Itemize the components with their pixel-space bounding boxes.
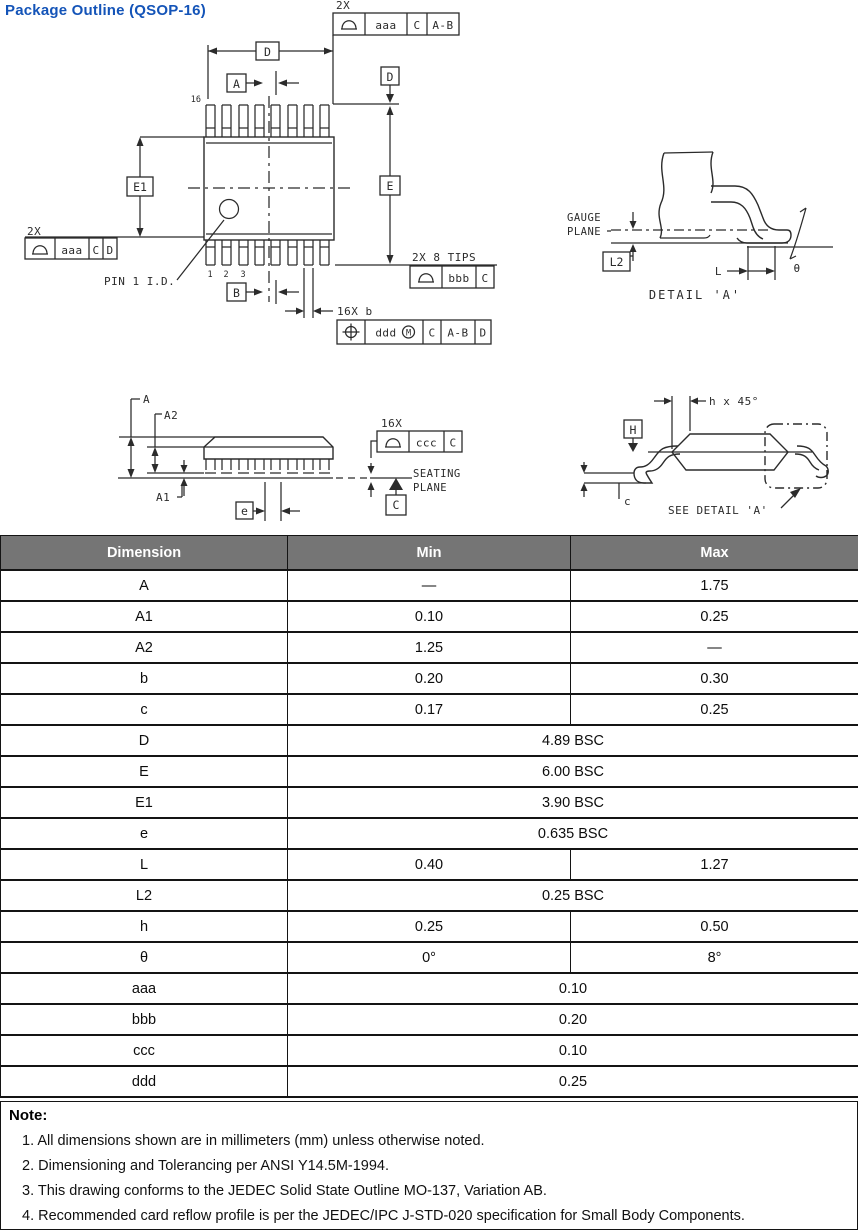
min-cell: 0°	[288, 942, 571, 973]
pin1-id-label: PIN 1 I.D.	[104, 275, 175, 288]
body-break-right	[711, 152, 713, 193]
dim-e	[333, 104, 497, 265]
dim-theta-label: θ	[793, 262, 800, 275]
dim-a1	[156, 460, 188, 504]
table-row	[1, 663, 858, 694]
dim-h	[654, 395, 759, 449]
dim-cell: b	[1, 663, 288, 694]
frame-pos-tol: ddd	[375, 327, 396, 340]
body-edges	[660, 152, 713, 238]
table-header-row	[1, 536, 858, 571]
table-row	[1, 880, 858, 911]
min-cell: 0.20	[288, 663, 571, 694]
note-item: 3. This drawing conforms to the JEDEC Solid State Outline MO-137, Variation AB.	[22, 1183, 849, 1199]
dim-b-label: 16X b	[337, 305, 373, 318]
pin1-label: 1	[207, 270, 212, 280]
tips-tolerance-frame	[410, 251, 494, 288]
tips-label: 2X 8 TIPS	[412, 251, 476, 264]
dim-d	[208, 35, 333, 104]
frame-left-datum2: D	[106, 244, 113, 257]
frame-pos-datum1: C	[428, 327, 435, 340]
table-row	[1, 756, 858, 787]
seating-plane-label-2: PLANE	[413, 482, 447, 494]
datum-b-arrow-icon	[254, 289, 263, 296]
qty-2x-left: 2X	[27, 225, 41, 238]
min-cell: 0.17	[288, 694, 571, 725]
datum-h-triangle-icon	[628, 443, 638, 452]
qty-2x-top: 2X	[336, 0, 350, 12]
datum-h	[624, 420, 642, 452]
min-cell: 1.25	[288, 632, 571, 663]
see-detail-label: SEE DETAIL 'A'	[668, 504, 768, 517]
notes-section	[0, 1101, 858, 1230]
dim-a-label: A	[143, 393, 150, 406]
package-outline-drawing	[0, 0, 858, 533]
table-row	[1, 911, 858, 942]
max-cell: 1.27	[571, 849, 858, 880]
end-view	[581, 395, 829, 517]
dim-e1-label: E1	[133, 180, 147, 194]
table-row	[1, 973, 858, 1004]
span-cell: 4.89 BSC	[288, 725, 858, 756]
dim-cell: h	[1, 911, 288, 942]
dim-a2	[147, 409, 204, 473]
dim-cell: A2	[1, 632, 288, 663]
dim-a	[119, 393, 215, 478]
frame-top-tol: aaa	[375, 19, 396, 32]
datum-d-callout	[381, 67, 399, 103]
detail-boundary	[765, 424, 827, 488]
span-cell: 0.10	[288, 973, 858, 1004]
dim-cell: L	[1, 849, 288, 880]
datum-c-label: C	[393, 498, 400, 512]
frame-left-tol: aaa	[61, 244, 82, 257]
centerlines	[188, 96, 352, 302]
dim-cell: aaa	[1, 973, 288, 1004]
dim-e-label: E	[387, 179, 394, 193]
span-cell: 0.635 BSC	[288, 818, 858, 849]
note-item: 4. Recommended card reflow profile is per the JEDEC/IPC J-STD-020 specification for Small Body Components.	[22, 1208, 849, 1224]
dim-cell: D	[1, 725, 288, 756]
dim-c-label: c	[624, 495, 631, 508]
dim-theta	[790, 208, 806, 275]
span-cell: 0.25	[288, 1066, 858, 1097]
side-view	[118, 393, 462, 521]
table-row	[1, 1066, 858, 1097]
dim-b	[285, 268, 373, 318]
min-cell: —	[288, 570, 571, 601]
dim-e-pitch	[236, 482, 300, 521]
right-lead	[795, 446, 828, 478]
table-row	[1, 942, 858, 973]
datum-b-label: B	[233, 286, 240, 300]
side-leads	[205, 459, 330, 473]
datum-c-triangle-icon	[389, 478, 403, 490]
max-cell: 1.75	[571, 570, 858, 601]
span-cell: 0.20	[288, 1004, 858, 1035]
svg-text:M: M	[406, 329, 411, 339]
min-cell: 0.25	[288, 911, 571, 942]
body-break-left	[659, 153, 664, 238]
mechanical-drawing-svg	[0, 0, 858, 533]
top-tolerance-frame	[333, 0, 459, 35]
table-row	[1, 725, 858, 756]
max-cell: 0.50	[571, 911, 858, 942]
span-cell: 6.00 BSC	[288, 756, 858, 787]
frame-pos-datum2: A-B	[447, 327, 468, 340]
table-row	[1, 818, 858, 849]
table-row	[1, 1035, 858, 1066]
frame-tips-datum1: C	[481, 272, 488, 285]
note-item: 2. Dimensioning and Tolerancing per ANSI Y14.5M-1994.	[22, 1158, 849, 1174]
table-row	[1, 570, 858, 601]
dim-cell: L2	[1, 880, 288, 911]
page-title: Package Outline (QSOP-16)	[5, 2, 206, 19]
dimension-table	[0, 535, 858, 1098]
detail-a-view	[567, 152, 833, 302]
table-row	[1, 849, 858, 880]
datum-a	[227, 71, 299, 95]
table-row	[1, 601, 858, 632]
left-lead-foot	[634, 473, 652, 483]
table-row	[1, 1004, 858, 1035]
seating-line	[611, 243, 833, 247]
table-row	[1, 632, 858, 663]
seating-plane-label-1: SEATING	[413, 468, 461, 480]
position-tolerance-frame	[337, 320, 491, 344]
dim-cell: E	[1, 756, 288, 787]
left-tolerance-frame	[25, 225, 117, 259]
top-pins	[206, 105, 329, 137]
pin2-label: 2	[223, 270, 228, 280]
pin16-label: 16	[191, 95, 201, 105]
dim-cell: c	[1, 694, 288, 725]
dim-h-label: h x 45°	[709, 395, 759, 408]
pin1-id-leader	[177, 220, 224, 280]
frame-top-datum2: A-B	[432, 19, 453, 32]
dim-a2-label: A2	[164, 409, 178, 422]
min-cell: 0.10	[288, 601, 571, 632]
dim-e1	[25, 137, 204, 237]
max-cell: 8°	[571, 942, 858, 973]
lead-foot	[737, 235, 791, 243]
dim-c	[581, 462, 647, 508]
max-cell: 0.25	[571, 694, 858, 725]
note-item: 1. All dimensions shown are in millimeters (mm) unless otherwise noted.	[22, 1133, 849, 1149]
qty-16x: 16X	[381, 417, 402, 430]
datum-d-label: D	[387, 70, 394, 84]
datum-h-label: H	[630, 423, 637, 437]
datum-b	[227, 280, 299, 304]
dim-cell: A	[1, 570, 288, 601]
header-max: Max	[571, 536, 858, 571]
header-min: Min	[288, 536, 571, 571]
lead-upper	[711, 186, 791, 235]
header-dimension: Dimension	[1, 536, 288, 571]
datum-c	[386, 478, 406, 515]
notes-heading: Note:	[9, 1107, 849, 1124]
table-row	[1, 694, 858, 725]
dim-cell: A1	[1, 601, 288, 632]
side-body	[204, 437, 333, 459]
dim-cell: bbb	[1, 1004, 288, 1035]
span-cell: 3.90 BSC	[288, 787, 858, 818]
frame-pos-datum3: D	[479, 327, 486, 340]
dim-cell: ccc	[1, 1035, 288, 1066]
gauge-plane-label-1: GAUGE	[567, 212, 601, 224]
top-view	[25, 0, 497, 344]
lead-lower	[711, 202, 763, 239]
dim-l	[715, 246, 775, 280]
dim-cell: E1	[1, 787, 288, 818]
frame-left-datum1: C	[92, 244, 99, 257]
dim-cell: ddd	[1, 1066, 288, 1097]
dim-d-label: D	[264, 45, 271, 59]
dim-cell: e	[1, 818, 288, 849]
frame-top-datum1: C	[413, 19, 420, 32]
table-row	[1, 787, 858, 818]
max-cell: —	[571, 632, 858, 663]
dim-l2	[603, 212, 637, 271]
pin1-id-circle	[220, 200, 239, 219]
span-cell: 0.10	[288, 1035, 858, 1066]
frame-tips-tol: bbb	[448, 272, 469, 285]
frame-ccc-datum1: C	[449, 437, 456, 450]
dim-a1-label: A1	[156, 491, 170, 504]
span-cell: 0.25 BSC	[288, 880, 858, 911]
bottom-pins	[206, 240, 329, 265]
detail-a-caption: DETAIL 'A'	[649, 288, 741, 302]
min-cell: 0.40	[288, 849, 571, 880]
gauge-plane-label-2: PLANE	[567, 226, 601, 238]
pin3-label: 3	[240, 270, 245, 280]
datum-d-arrow-icon	[386, 94, 394, 103]
max-cell: 0.30	[571, 663, 858, 694]
frame-ccc-tol: ccc	[416, 437, 437, 450]
datum-a-label: A	[233, 77, 240, 91]
dim-l2-label: L2	[610, 255, 624, 269]
datum-a-arrow-icon	[254, 80, 263, 87]
max-cell: 0.25	[571, 601, 858, 632]
dim-e-pitch-label: e	[241, 504, 248, 518]
dim-l-label: L	[715, 265, 722, 278]
dim-cell: θ	[1, 942, 288, 973]
